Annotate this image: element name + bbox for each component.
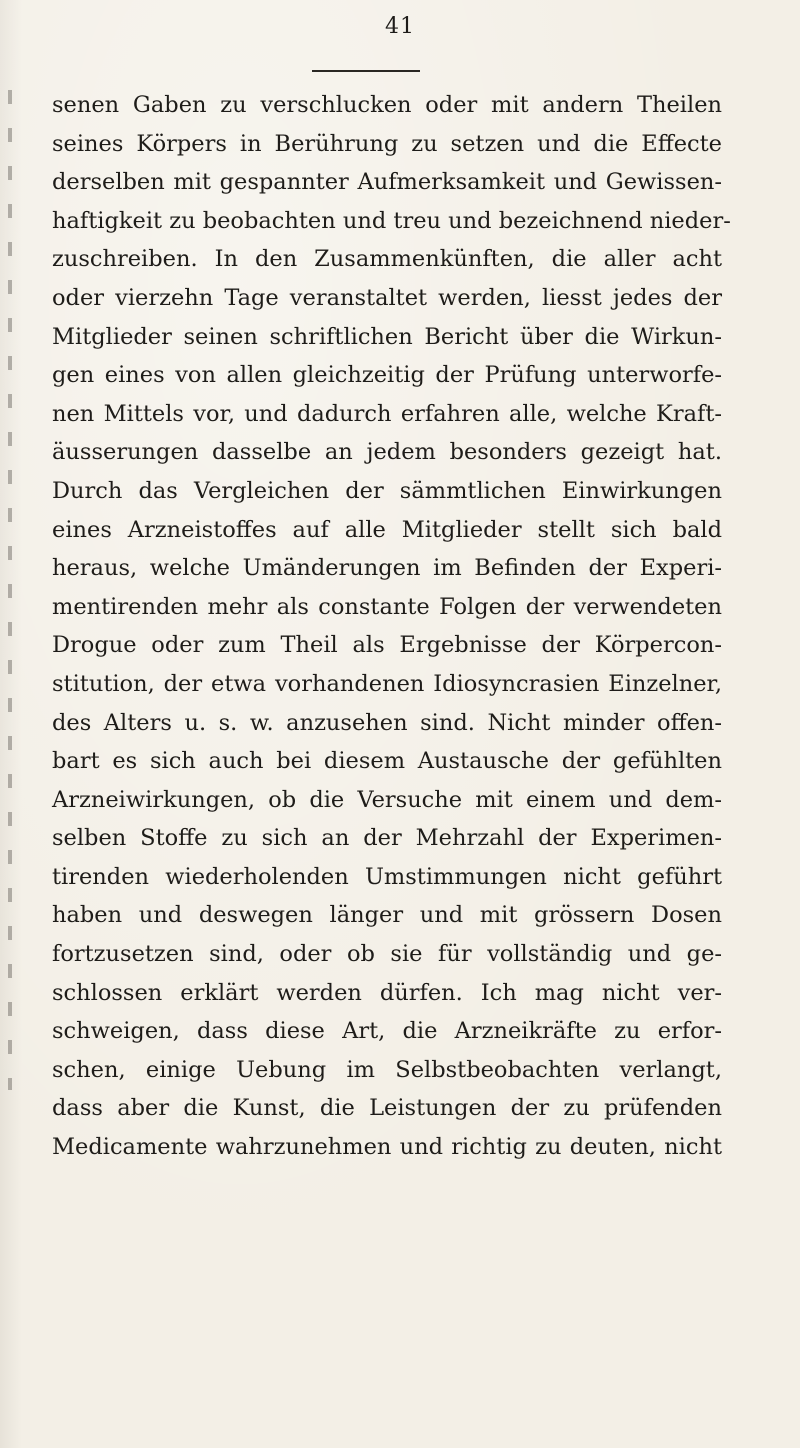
text-line: Drogue oder zum Theil als Ergebnisse der Körpercon-: [52, 632, 722, 659]
text-line: äusserungen dasselbe an jedem besonders gezeigt hat.: [52, 439, 722, 466]
text-line: seines Körpers in Berührung zu setzen und die Effecte: [52, 130, 722, 157]
text-line: zuschreiben. In den Zusammenkünften, die aller acht: [52, 246, 722, 273]
header-rule: [312, 70, 420, 72]
text-line: Arzneiwirkungen, ob die Versuche mit einem und dem-: [52, 786, 722, 813]
text-line: selben Stoffe zu sich an der Mehrzahl der Experimen-: [52, 825, 722, 852]
text-line: eines Arzneistoffes auf alle Mitglieder stellt sich bald: [52, 516, 722, 543]
binding-shadow: [8, 90, 12, 1090]
text-line: fortzusetzen sind, oder ob sie für vollständig und ge-: [52, 941, 722, 968]
text-line: Mitglieder seinen schriftlichen Bericht über die Wirkun-: [52, 323, 722, 350]
text-line: schweigen, dass diese Art, die Arzneikräfte zu erfor-: [52, 1018, 722, 1045]
text-line: Durch das Vergleichen der sämmtlichen Einwirkungen: [52, 477, 722, 504]
text-line: des Alters u. s. w. anzusehen sind. Nicht minder offen-: [52, 709, 722, 736]
text-line: mentirenden mehr als constante Folgen der verwendeten: [52, 593, 722, 620]
text-line: nen Mittels vor, und dadurch erfahren alle, welche Kraft-: [52, 400, 722, 427]
text-line: haftigkeit zu beobachten und treu und bezeichnend nieder-: [52, 207, 731, 234]
body-text: [52, 86, 731, 1167]
text-line: gen eines von allen gleichzeitig der Prüfung unterworfe-: [52, 362, 722, 389]
text-line: schen, einige Uebung im Selbstbeobachten verlangt,: [52, 1056, 722, 1083]
text-line: senen Gaben zu verschlucken oder mit andern Theilen: [52, 92, 722, 118]
text-line: oder vierzehn Tage veranstaltet werden, liesst jedes der: [52, 284, 722, 311]
text-line: heraus, welche Umänderungen im Befinden der Experi-: [52, 555, 722, 582]
page-number: 41: [385, 14, 415, 39]
text-line: schlossen erklärt werden dürfen. Ich mag nicht ver-: [52, 979, 722, 1006]
text-line: Medicamente wahrzunehmen und richtig zu deuten, nicht: [52, 1134, 722, 1161]
text-line: bart es sich auch bei diesem Austausche der gefühlten: [52, 748, 722, 775]
text-line: derselben mit gespannter Aufmerksamkeit und Gewissen-: [52, 169, 722, 196]
text-line: tirenden wiederholenden Umstimmungen nicht geführt: [52, 863, 722, 890]
text-line: haben und deswegen länger und mit grössern Dosen: [52, 902, 722, 929]
text-line: stitution, der etwa vorhandenen Idiosyncrasien Einzelner,: [52, 670, 722, 697]
text-line: dass aber die Kunst, die Leistungen der zu prüfenden: [52, 1095, 722, 1122]
